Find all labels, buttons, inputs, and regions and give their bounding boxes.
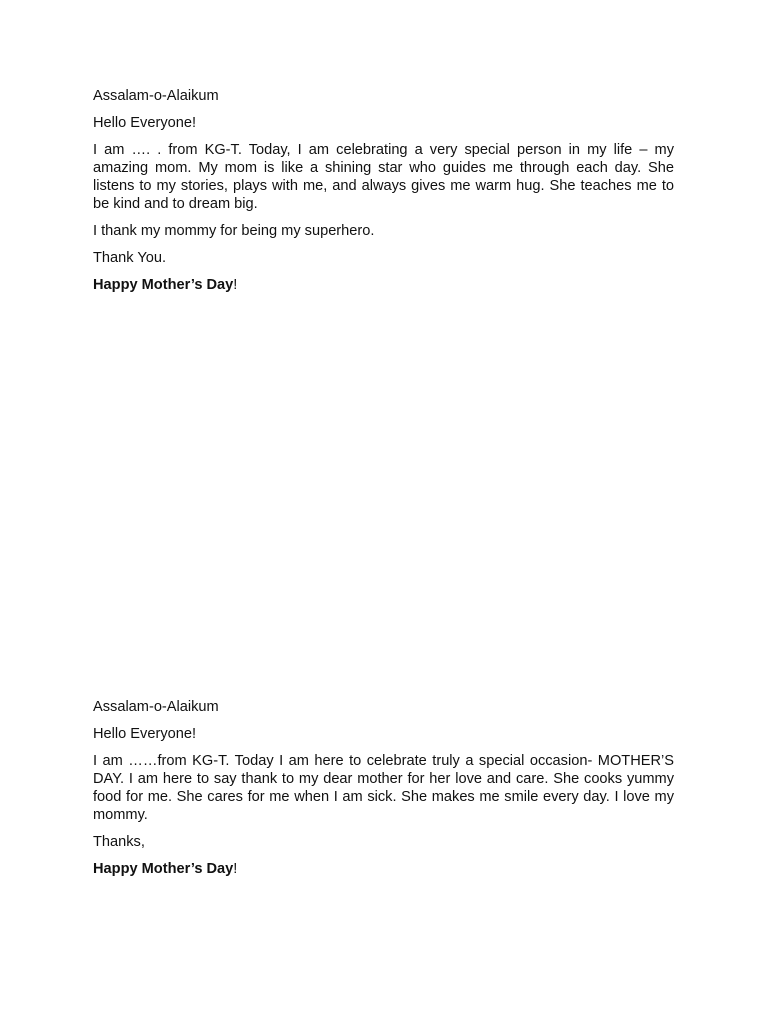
closing-exclamation: ! <box>233 277 238 293</box>
signoff-text: Thank You. <box>93 250 167 266</box>
speech-two <box>93 698 674 887</box>
hello-text: Hello Everyone! <box>93 115 197 131</box>
body-paragraph: I am …. . from KG-T. Today, I am celebrating a very special person in my life – my amazing mom. My mom is like a shining star who guides me through each day. She listens to my stories, plays with me, and always gives me warm hug. She teaches me to be kind and to dream big. <box>93 142 674 212</box>
hello-text: Hello Everyone! <box>93 726 197 742</box>
closing-exclamation: ! <box>233 861 238 877</box>
closing-bold-text: Happy Mother’s Day <box>93 277 234 293</box>
body-paragraph: I am ……from KG-T. Today I am here to celebrate truly a special occasion- MOTHER’S DAY. I am here to say thank to my dear mother for her love and care. She cooks yummy food for me. She cares for me when I am sick. She makes me smile every day. I love my mommy. <box>93 753 674 823</box>
greeting-text: Assalam-o-Alaikum <box>93 699 219 715</box>
closing-bold-text: Happy Mother’s Day <box>93 861 234 877</box>
closing-line <box>93 276 674 294</box>
closing-line <box>93 860 674 878</box>
speech-one <box>93 87 674 303</box>
greeting-text: Assalam-o-Alaikum <box>93 88 219 104</box>
signoff-text: Thanks, <box>93 834 145 850</box>
thanks-line: I thank my mommy for being my superhero. <box>93 223 375 239</box>
